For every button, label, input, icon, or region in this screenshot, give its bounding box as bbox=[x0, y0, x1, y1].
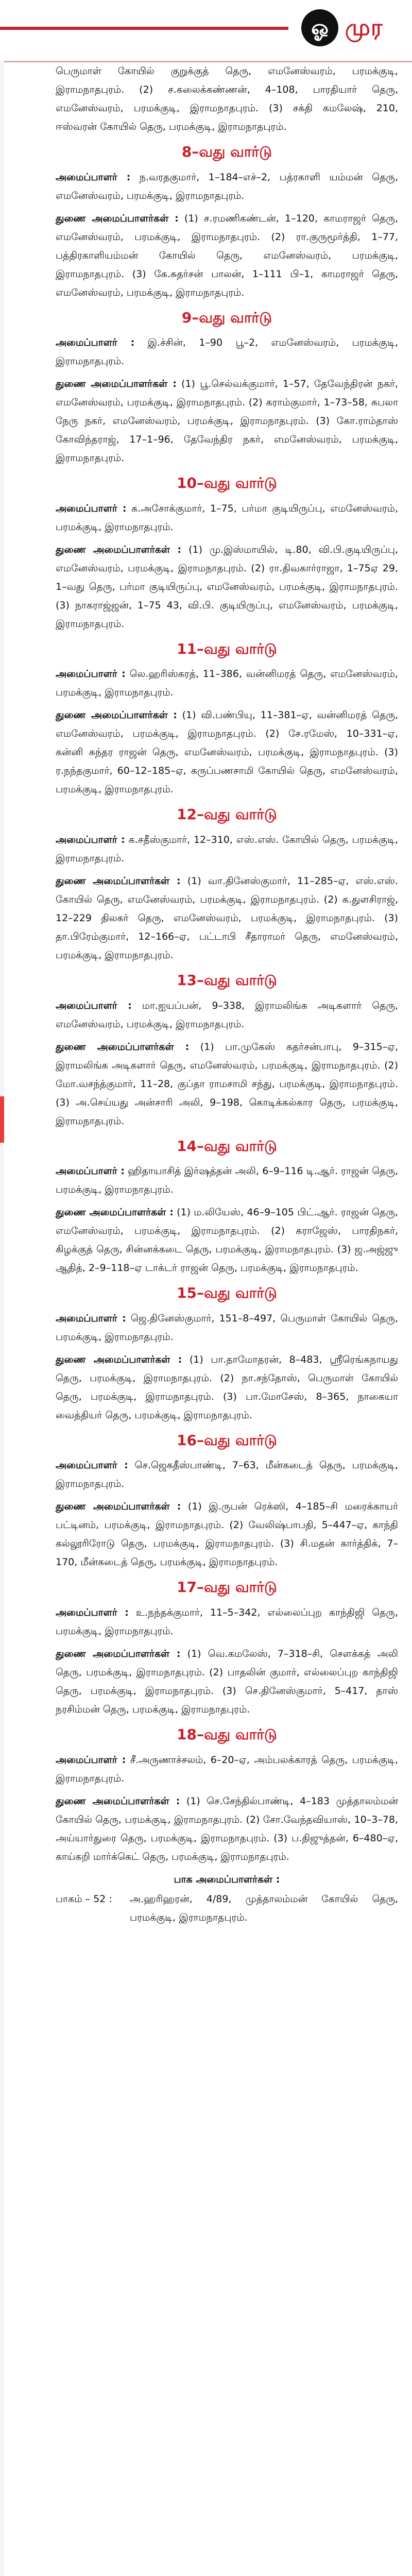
ward-title: 10–வது வார்டு bbox=[177, 474, 277, 492]
deputy-organizer-text: (1) பா.தாமோதரன், 8–483, ஸ்ரீரெங்கநாயது தெரு, பரமக்குடி, இராமநாதபுரம். (2) நா.சந்தோஸ், பெருமாள் கோயில் தெரு, பரமக்குடி, இராமநாதபுரம். (3) பா.மோசேஸ், 8–365, நாகையா வைத்தியர் தெரு, பரமக்குடி, இராமநாதபுரம். bbox=[56, 1353, 398, 1421]
organizer-label: அமைப்பாளர் : bbox=[56, 502, 127, 514]
ward-title: 17–வது வார்டு bbox=[177, 1579, 277, 1596]
deputy-organizer-text: (1) ச.ரமணிகண்டன், 1–120, காமராஜர் தெரு, எமனேஸ்வரம், பரமக்குடி, இராமநாதபுரம். (2) ரா.குருமூர்த்தி, 1–77, பத்திரகாளியம்மன் கோயில் தெரு, எமனேஸ்வரம், பரமக்குடி, இராமநாதபுரம். (3) கே.சுதர்சன் பாலன், 1–111 பி–1, காமராஜர் தெரு, எமனேஸ்வரம், பரமக்குடி, இராமநாதபுரம். bbox=[56, 212, 398, 298]
organizer-text: செ.ஜெகதீஸ்பாண்டி, 7–63, மீன்கடைத் தெரு, பரமக்குடி, இராமநாதபுரம். bbox=[56, 1460, 398, 1490]
deputy-organizer-entry bbox=[56, 1497, 398, 1571]
deputy-organizer-entry bbox=[56, 1645, 398, 1719]
deputy-organizer-entry bbox=[56, 1792, 398, 1866]
brand-logo-icon: ஓ bbox=[301, 9, 338, 46]
brand-name: முர bbox=[345, 14, 383, 41]
organizer-text: ஹிதாயாசித் இர்ஷத்தன் அலி, 6–9–116 டி.ஆர். ராஜன் தெரு, பரமக்குடி, இராமநாதபுரம். bbox=[56, 1165, 399, 1196]
deputy-organizer-text: (1) வா.தினேஸ்குமார், 11–285–ஏ, எஸ்.எஸ். கோயில் தெரு, எமனேஸ்வரம், பரமக்குடி, இராமநாதபுரம். (2) க.துளசிராஜ், 12–229 திலகர் தெரு, எமனேஸ்வரம், பரமக்குடி, இராமநாதபுரம். (3) தா.பிரேம்குமார், 12–166–ஏ, பட்டாபி சீதாராமர் தெரு, எமனேஸ்வரம், பரமக்குடி, இராமநாதபுரம். bbox=[56, 875, 398, 961]
deputy-organizer-entry bbox=[56, 1203, 398, 1277]
ward-section bbox=[56, 806, 398, 964]
organizer-text: சீ.அருணாச்சலம், 6–20–ஏ, அம்பலக்காரத் தெரு, பரமக்குடி, இராமநாதபுரம். bbox=[56, 1754, 399, 1784]
ward-section bbox=[56, 1284, 398, 1425]
ward-title: 13–வது வார்டு bbox=[177, 971, 277, 989]
organizer-text: க.அசோக்குமார், 1–75, பர்மா குடியிருப்பு, எமனேஸ்வரம், பரமக்குடி, இராமநாதபுரம். bbox=[56, 502, 398, 533]
organizer-label: அமைப்பாளர் : bbox=[56, 1312, 126, 1324]
ward-title: 9–வது வார்டு bbox=[181, 309, 272, 326]
deputy-organizer-entry bbox=[56, 375, 398, 467]
deputy-organizer-label: துணை அமைப்பாளர்கள் : bbox=[56, 1501, 181, 1513]
organizer-entry bbox=[56, 1162, 398, 1199]
ward-title: 11–வது வார்டு bbox=[177, 640, 277, 657]
deputy-organizer-label: துணை அமைப்பாளர்கள் : bbox=[56, 1795, 180, 1807]
organizer-text: ந.வரதகுமார், 1–184–எச்–2, பத்ரகாளி யம்மன் தெரு, எமனேஸ்வரம், பரமக்குடி, இராமநாதபுரம். bbox=[56, 171, 398, 201]
organizer-label: அமைப்பாளர் : bbox=[56, 1754, 126, 1766]
ward-section bbox=[56, 309, 398, 468]
deputy-organizer-label: துணை அமைப்பாளர்கள் : bbox=[56, 378, 177, 390]
organizer-text: இ.ச்சின், 1–90 பூ–2, எமனேஸ்வரம், பரமக்குடி, இராமநாதபுரம். bbox=[56, 337, 398, 367]
organizer-label: அமைப்பாளர் : bbox=[56, 668, 126, 680]
deputy-organizer-label: துணை அமைப்பாளர்கள் : bbox=[56, 1648, 181, 1659]
organizer-text: லெ.ஹரிஸ்கரத், 11–386, வன்னிமரத் தெரு, எமனேஸ்வரம், பரமக்குடி, இராமநாதபுரம். bbox=[56, 668, 399, 699]
deputy-organizer-text: (1) மு.இஸ்மாயில், டி.80, வி.பி.குடியிருப்பு, எமனேஸ்வரம், பரமக்குடி, இராமநாதபுரம். (2) ரா.திவகார்ராஜா, 1–75ஏ 29, 1–வது தெரு, பர்மா குடியிருப்பு, எமனேஸ்வரம், பரமக்குடி, இராமநாதபுரம். (3) நாகராஜ்ஜன், 1–75 43, வி.பி. குடியிருப்பு, எமனேஸ்வரம், பரமக்குடி, இராமநாதபுரம். bbox=[56, 544, 399, 630]
deputy-organizer-text: (1) வெ.கமலேஸ், 7–318–சி, சௌக்கத் அலி தெரு, பரமக்குடி, இராமநாதபுரம். (2) பாதலின் குமார், எல்லைப்புற காந்திஜி தெரு, பரமக்குடி, இராமநாதபுரம். (3) செ.தினேஸ்குமார், 5–417, தாஸ் நரசிம்மன் தெரு, பரமக்குடி, இராமநாதபுரம். bbox=[56, 1648, 399, 1715]
article-content bbox=[56, 62, 398, 1927]
ward-section bbox=[56, 1432, 398, 1572]
ward-section bbox=[56, 1579, 398, 1719]
ward-title: 15–வது வார்டு bbox=[177, 1284, 277, 1302]
booth-organizers-title: பாக அமைப்பாளர்கள் : bbox=[174, 1873, 280, 1885]
organizer-text: க.சதீஸ்குமார், 12–310, எஸ்.எஸ். கோயில் தெரு, பரமக்குடி, இராமநாதபுரம். bbox=[56, 834, 398, 864]
ward-title: 8–வது வார்டு bbox=[181, 143, 272, 160]
organizer-entry bbox=[56, 333, 398, 370]
deputy-organizer-text: (1) வி.பண்பியு, 11–381–ஏ, வன்னிமரத் தெரு, எமனேஸ்வரம், பரமக்குடி, இராமநாதபுரம். (2) சே.ரமேஸ், 10–331–ஏ, கன்னி சுந்தர ராஜன் தெரு, எமனேஸ்வரம், பரமக்குடி, இராமநாதபுரம். (3) ர.நந்தகுமார், 60–12–185–ஏ, கருப்பணசாமி கோயில் தெரு, எமனேஸ்வரம், பரமக்குடி, இராமநாதபுரம். bbox=[56, 709, 398, 795]
intro-text: பெருமாள் கோயில் குறுக்குத் தெரு, எமனேஸ்வரம், பரமக்குடி, இராமநாதபுரம். (2) ச.கலைக்கண்ணன், 4–108, பாரதியார் தெரு, எமனேஸ்வரம், பரமக்குடி, இராமநாதபுரம். (3) சக்தி கமலேஷ், 210, ஈஸ்வரன் கோயில் தெரு, பரமக்குடி, இராமநாதபுரம். bbox=[56, 65, 398, 132]
ward-section bbox=[56, 474, 398, 633]
booth-number: பாகம் – 52 : bbox=[56, 1893, 112, 1905]
organizer-label: அமைப்பாளர் : bbox=[56, 834, 125, 845]
organizer-entry bbox=[56, 168, 398, 205]
deputy-organizer-entry bbox=[56, 1038, 398, 1130]
deputy-organizer-entry bbox=[56, 209, 398, 302]
organizer-text: உ.நந்தக்குமார், 11–5–342, எல்லைப்புற காந்திஜி தெரு, பரமக்குடி, இராமநாதபுரம். bbox=[56, 1606, 399, 1637]
organizer-label: அமைப்பாளர் : bbox=[56, 337, 135, 349]
organizer-label: அமைப்பாளர் : bbox=[56, 1460, 128, 1471]
organizer-entry bbox=[56, 499, 398, 536]
header-accent-rule bbox=[0, 27, 288, 30]
deputy-organizer-label: துணை அமைப்பாளர்கள் : bbox=[56, 1207, 174, 1218]
deputy-organizer-label: துணை அமைப்பாளர்கள் : bbox=[56, 875, 181, 887]
organizer-entry bbox=[56, 831, 398, 868]
ward-title: 16–வது வார்டு bbox=[177, 1431, 277, 1449]
deputy-organizer-label: துணை அமைப்பாளர்கள் : bbox=[56, 212, 179, 224]
organizer-label: அமைப்பாளர் : bbox=[56, 999, 132, 1011]
organizer-entry bbox=[56, 1456, 398, 1493]
booth-entry bbox=[56, 1890, 398, 1927]
ward-title: 14–வது வார்டு bbox=[177, 1137, 277, 1155]
booth-organizer-text: அ.ஹரிஹரன், 4/89, முத்தாலம்மன் கோயில் தெரு, பரமக்குடி, இராமநாதபுரம். bbox=[130, 1893, 398, 1923]
deputy-organizer-entry bbox=[56, 1350, 398, 1425]
deputy-organizer-label: துணை அமைப்பாளர்கள் : bbox=[56, 709, 177, 721]
ward-section bbox=[56, 640, 398, 799]
deputy-organizer-text: (1) இ.ருபன் ரெக்ஸி, 4–185–சி மரைக்காயர் பட்டினம், பரமக்குடி, இராமநாதபுரம். (2) வேலிஷ்பாபதி, 5–447–ஏ, காந்தி கல்லூரிரோடு தெரு, பரமக்குடி, இராமநாதபுரம். (3) சி.மதன் கார்த்திக், 7–170, மீன்கடைத் தெரு, பரமக்குடி, இராமநாதபுரம். bbox=[56, 1501, 398, 1568]
organizer-label: அமைப்பாளர் : bbox=[56, 171, 131, 183]
organizer-entry bbox=[56, 1603, 398, 1640]
organizer-text: ஜெ.தினேஸ்குமார், 151–8–497, பெருமாள் கோயில் தெரு, பரமக்குடி, இராமநாதபுரம். bbox=[56, 1312, 398, 1343]
deputy-organizer-label: துணை அமைப்பாளர்கள் : bbox=[56, 1353, 182, 1365]
organizer-entry bbox=[56, 665, 398, 702]
ward-section bbox=[56, 1726, 398, 1866]
organizer-label: அமைப்பாளர் : bbox=[56, 1606, 129, 1618]
organizer-entry bbox=[56, 1309, 398, 1346]
organizer-label: அமைப்பாளர் : bbox=[56, 1165, 125, 1177]
organizer-text: மா.ஐயப்பன், 9–338, இராமலிங்க அடிகளார் தெரு, எமனேஸ்வரம், பரமக்குடி, இராமநாதபுரம். bbox=[56, 999, 398, 1030]
organizer-entry bbox=[56, 996, 398, 1033]
deputy-organizer-text: (1) செ.சேந்தில்பாண்டி, 4–183 முத்தாலம்மன் கோயில் தெரு, பரமக்குடி, இராமநாதபுரம். (2) சோ.வேந்தவியாஸ், 10–3–78, அய்யார்துரை தெரு, பரமக்குடி, இராமநாதபுரம். (3) ப.திஜுத்தன், 6–480–ஏ, காய்கறி மார்க்கெட் தெரு, பரமக்குடி, இராமநாதபுரம். bbox=[56, 1795, 398, 1862]
deputy-organizer-label: துணை அமைப்பாளர்கள் : bbox=[56, 544, 182, 555]
deputy-organizer-entry bbox=[56, 706, 398, 799]
deputy-organizer-label: துணை அமைப்பாளர்கள் : bbox=[56, 1041, 190, 1053]
deputy-organizer-text: (1) பா.முகேஸ் கதர்சன்பாபு, 9–315–ஏ, இராமலிங்க அடிகளார் தெரு, எமனேஸ்வரம், பரமக்குடி, இராமநாதபுரம். (2) மோ.வசந்த்குமார், 11–28, குப்தா ராமசாமி சந்து, பரமக்குடி, இராமநாதபுரம். (3) அ.செய்யது அன்சாரி அலி, 9–198, கொடிக்கல்கார தெரு, பரமக்குடி, இராமநாதபுரம். bbox=[56, 1041, 399, 1127]
deputy-organizer-entry bbox=[56, 540, 398, 633]
left-margin-strip bbox=[0, 61, 4, 2576]
ward-section bbox=[56, 972, 398, 1130]
organizer-entry bbox=[56, 1751, 398, 1788]
page-header bbox=[0, 0, 412, 62]
ward-section bbox=[56, 1138, 398, 1278]
deputy-organizer-text: (1) ம.லியேஸ், 46–9–105 பிட்.ஆர். ராஜன் தெரு, எமனேஸ்வரம், பரமக்குடி, இராமநாதபுரம். (2) கராஜேஸ், பாரதிநகர், கிழக்குத் தெரு, சின்னக்கடை தெரு, பரமக்குடி, இராமநாதபுரம். (3) ஜ.அஜ்ஜு ஆதித், 2–9–118–ஏ டாக்டர் ராஜன் தெரு, பரமக்குடி, இராமநாதபுரம். bbox=[56, 1207, 398, 1274]
ward-title: 18–வது வார்டு bbox=[177, 1725, 277, 1743]
ward-section bbox=[56, 143, 398, 302]
ward-title: 12–வது வார்டு bbox=[177, 806, 277, 823]
deputy-organizer-entry bbox=[56, 872, 398, 964]
deputy-organizer-text: (1) பூ.செல்வக்குமார், 1–57, தேவேந்திரன் நகர், எமனேஸ்வரம், பரமக்குடி, இராமநாதபுரம். (2) கராம்குமார், 1–73–58, சுபலா நேரு நகர், எமனேஸ்வரம், பரமக்குடி, இராமநாதபுரம். (3) கோ.ராம்தாஸ் கோவிந்தராஜ், 17–1–96, தேவேந்திர நகர், எமனேஸ்வரம், பரமக்குடி, இராமநாதபுரம். bbox=[56, 378, 399, 464]
